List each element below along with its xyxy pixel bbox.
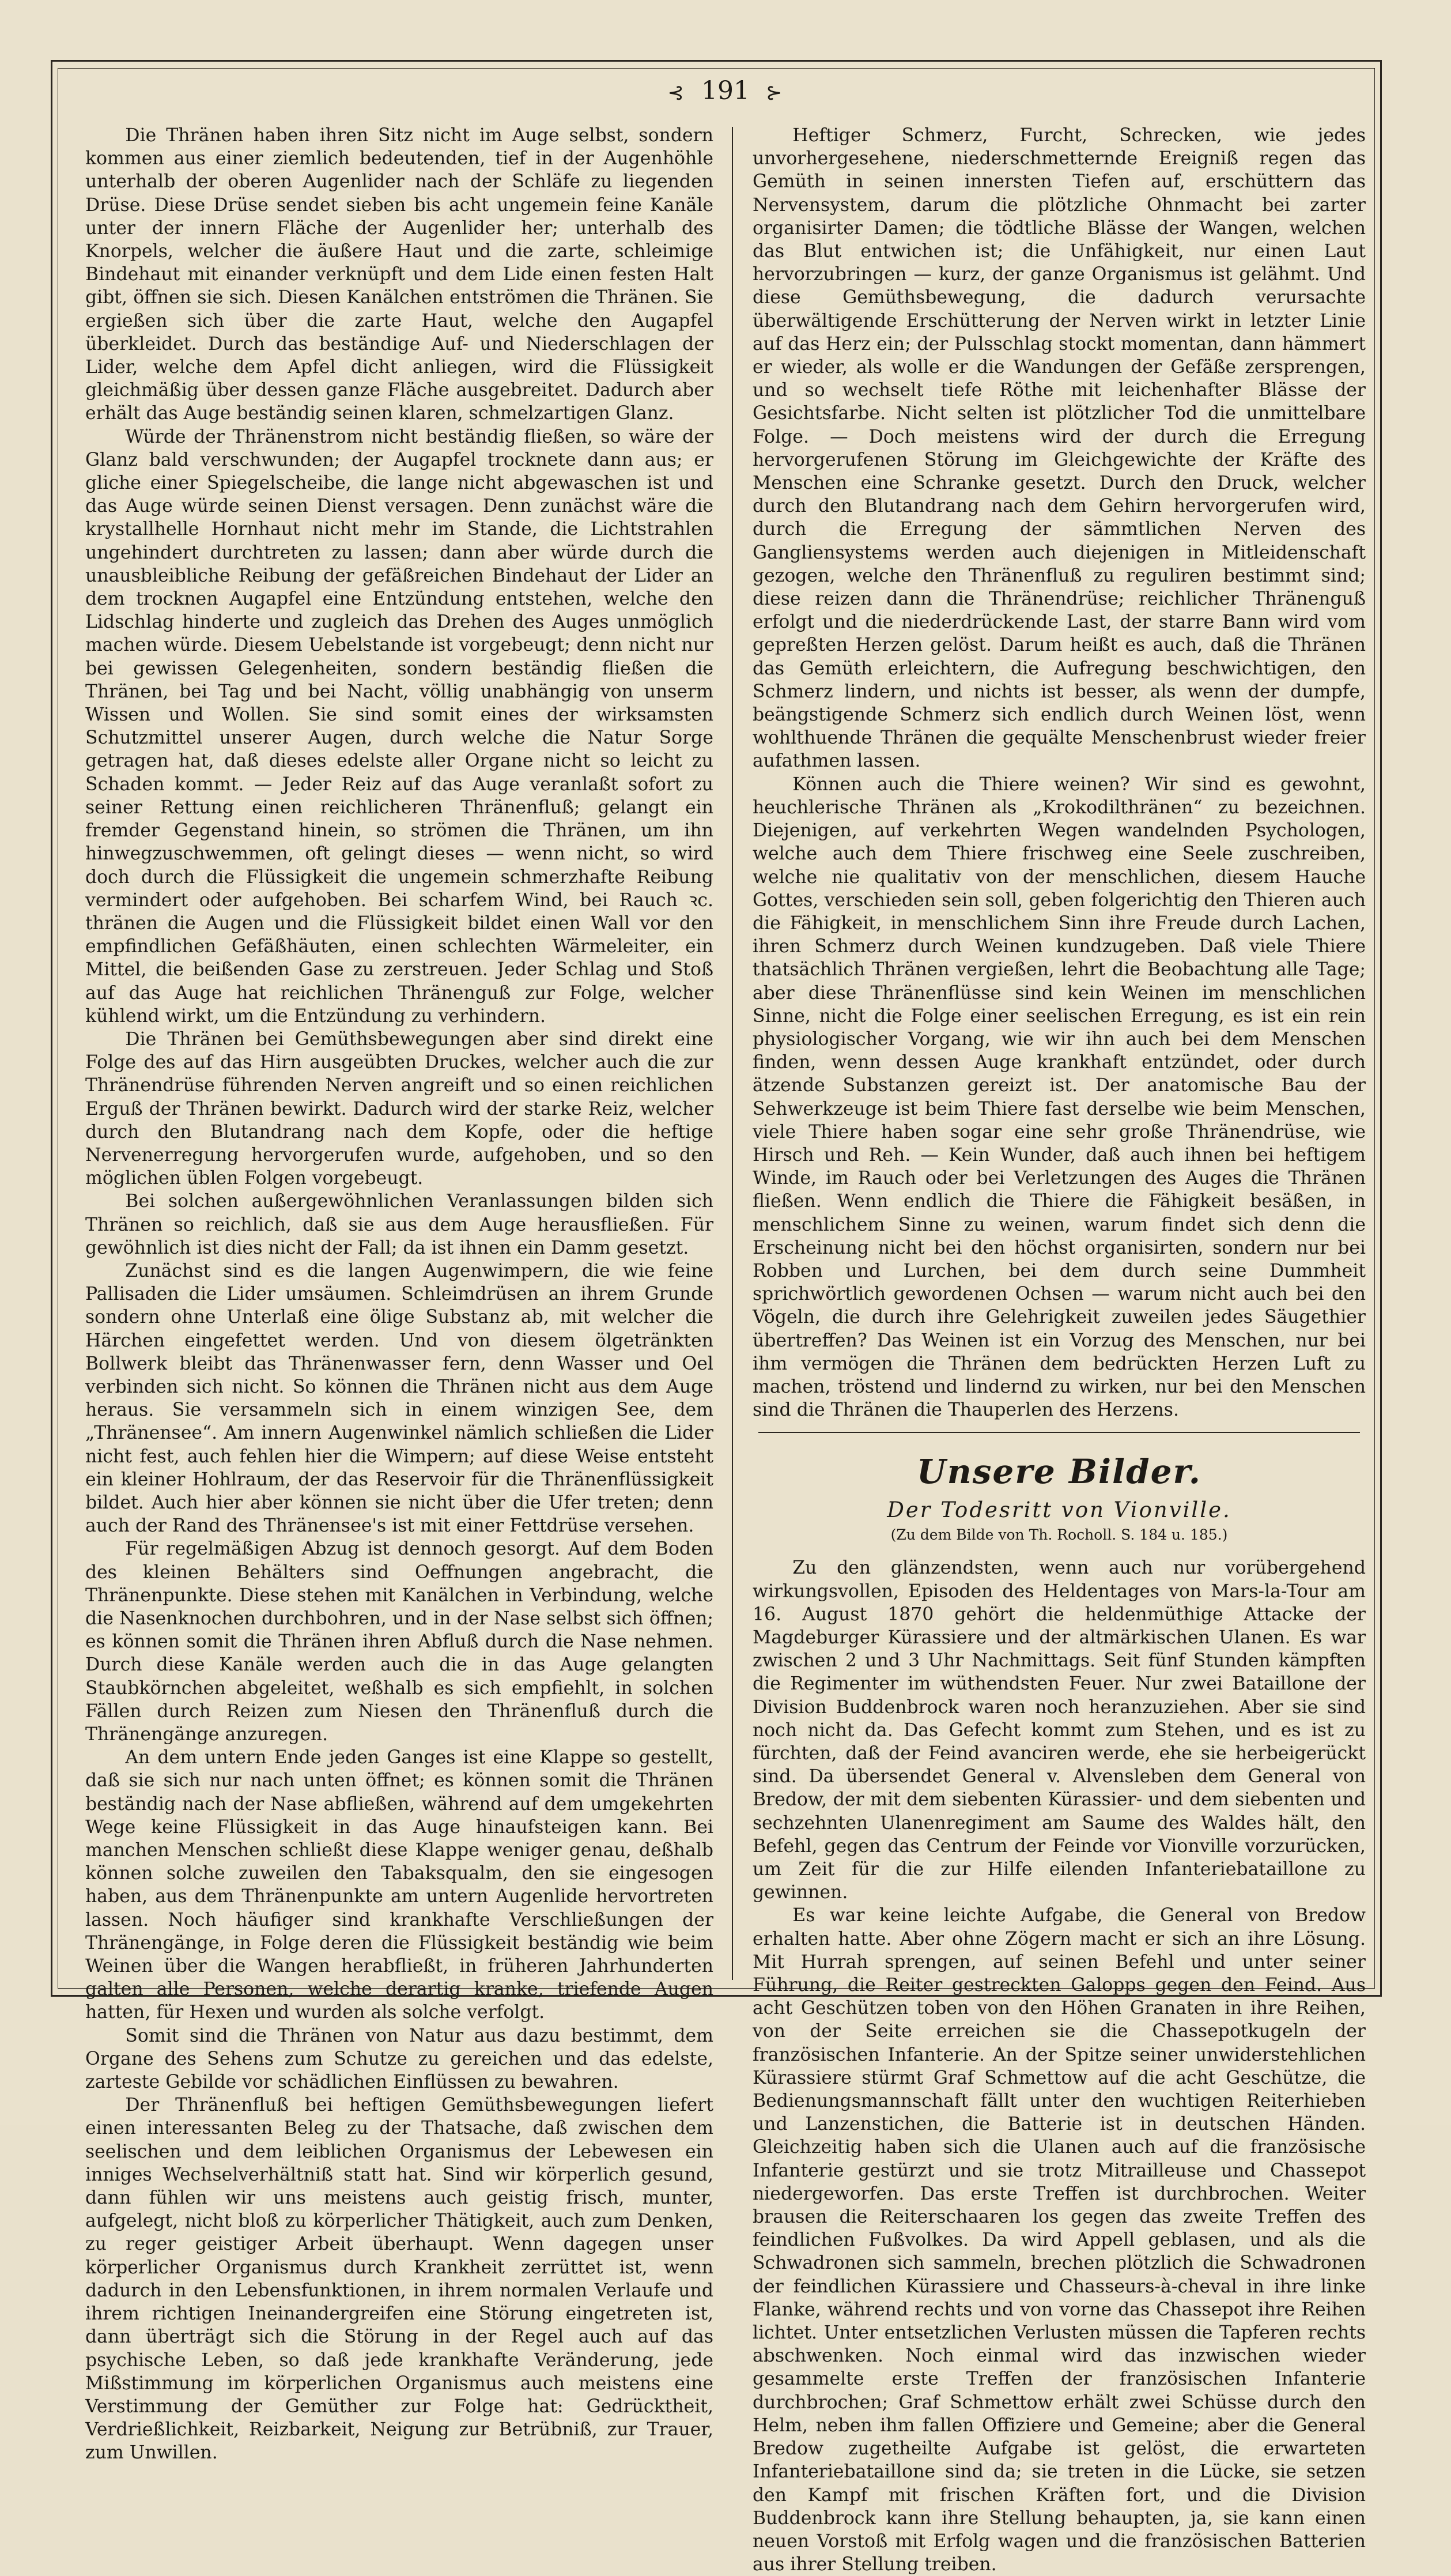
paragraph: Die Thränen bei Gemüthsbewegungen aber sind direkt eine Folge des auf das Hirn ausgeübten Druckes, welcher auch die zur Thränendrüse führenden Nerven angreift und so einen reichlichen Erguß der Thränen bewirkt. Dadurch wird der starke Reiz, welcher durch den Blutandrang nach dem Kopfe, oder die heftige Nervenerregung hervorgerufen wurde, aufgehoben, und so den möglichen üblen Folgen vorgebeugt.	[85, 1028, 713, 1189]
paragraph: Die Thränen haben ihren Sitz nicht im Auge selbst, sondern kommen aus einer ziemlich bedeutenden, tief in der Augenhöhle unterhalb der oberen Augenlider nach der Schläfe zu liegenden Drüse. Diese Drüse sendet sieben bis acht ungemein feine Kanäle unter der innern Fläche der Augenlider her; unterhalb des Knorpels, welcher die äußere Haut und die zarte, schleimige Bindehaut mit einander verknüpft und dem Lide einen festen Halt gibt, öffnen sie sich. Diesen Kanälchen entströmen die Thränen. Sie ergießen sich über die zarte Haut, welche den Augapfel überkleidet. Durch das beständige Auf- und Niederschlagen der Lider, welche dem Apfel dicht anliegen, wird die Flüssigkeit gleichmäßig über dessen ganze Fläche ausgebreitet. Dadurch aber erhält das Auge beständig seinen klaren, schmelzartigen Glanz.	[85, 125, 713, 424]
paragraph: Es war keine leichte Aufgabe, die General von Bredow erhalten hatte. Aber ohne Zögern macht er sich an ihre Lösung. Mit Hurrah sprengen, auf seinen Befehl und unter seiner Führung, die Reiter gestreckten Galopps gegen den Feind. Aus acht Geschützen toben von den Höhen Granaten in ihre Reihen, von der Seite erreichen sie die Chassepotkugeln der französischen Infanterie. An der Spitze seiner unwiderstehlichen Kürassiere stürmt Graf Schmettow auf die acht Geschütze, die Bedienungsmannschaft fällt unter den wuchtigen Reiterhieben und Lanzenstichen, die Batterie ist in deutschen Händen. Gleichzeitig haben sich die Ulanen auch auf die französische Infanterie gestürzt und sie trotz Mitrailleuse und Chassepot niedergeworfen. Das erste Treffen ist durchbrochen. Weiter brausen die Reiterschaaren los gegen das zweite Treffen des feindlichen Fußvolkes. Da wird Appell geblasen, und als die Schwadronen sich sammeln, brechen plötzlich die Schwadronen der feindlichen Kürassiere und Chasseurs-à-cheval in ihre linke Flanke, während rechts und von vorne das Chassepot ihre Reihen lichtet. Unter entsetzlichen Verlusten müssen die Tapferen rechts abschwenken. Noch einmal wird das inzwischen wieder gesammelte erste Treffen der französischen Infanterie durchbrochen; Graf Schmettow erhält zwei Schüsse durch den Helm, neben ihm fallen Offiziere und Gemeine; aber die General Bredow zugetheilte Aufgabe ist gelöst, die erwarteten Infanteriebataillone sind da; sie treten in die Lücke, sie setzen den Kampf mit frischen Kräften fort, und die Division Buddenbrock kann ihre Stellung behaupten, ja, sie kann einen neuen Vorstoß mit Erfolg wagen und die französischen Batterien aus ihrer Stellung treiben.	[753, 1905, 1366, 2575]
paragraph: Können auch die Thiere weinen? Wir sind es gewohnt, heuchlerische Thränen als „Krokodilthränen“ zu bezeichnen. Diejenigen, auf verkehrten Wegen wandelnden Psychologen, welche auch dem Thiere frischweg eine Seele zuschreiben, welche nie qualitativ von der menschlichen, diesem Hauche Gottes, verschieden sein soll, geben folgerichtig den Thieren auch die Fähigkeit, in menschlichem Sinn ihre Freude durch Lachen, ihren Schmerz durch Weinen kundzugeben. Daß viele Thiere thatsächlich Thränen vergießen, lehrt die Beobachtung alle Tage; aber diese Thränenflüsse sind kein Weinen im menschlichen Sinne, nicht die Folge einer seelischen Erregung, es ist ein rein physiologischer Vorgang, wie wir ihn auch bei dem Menschen finden, wenn dessen Auge krankhaft entzündet, oder durch ätzende Substanzen gereizt ist. Der anatomische Bau der Sehwerkzeuge ist beim Thiere fast derselbe wie beim Menschen, viele Thiere haben sogar eine sehr große Thränendrüse, wie Hirsch und Reh. — Kein Wunder, daß auch ihnen bei heftigem Winde, im Rauch oder bei Verletzungen des Auges die Thränen fließen. Wenn endlich die Thiere die Fähigkeit besäßen, in menschlichem Sinne zu weinen, warum findet sich denn die Erscheinung nicht bei den höchst organisirten, sondern nur bei Robben und Lurchen, bei dem durch seine Dummheit sprichwörtlich gewordenen Ochsen — warum nicht auch bei den Vögeln, die durch ihre Gelehrigkeit zuweilen jedes Säugethier übertreffen? Das Weinen ist ein Vorzug des Menschen, nur bei ihm vermögen die Thränen dem bedrückten Herzen Luft zu machen, tröstend und lindernd zu wirken, nur bei den Menschen sind die Thränen die Thauperlen des Herzens.	[753, 774, 1366, 1421]
left-column	[85, 124, 713, 2464]
paragraph: Würde der Thränenstrom nicht beständig fließen, so wäre der Glanz bald verschwunden; der Augapfel trocknete dann aus; er gliche einer Spiegelscheibe, die lange nicht abgewaschen ist und das Auge würde seinen Dienst versagen. Denn zunächst wäre die krystallhelle Hornhaut nicht mehr im Stande, die Lichtstrahlen ungehindert durchtreten zu lassen; dann aber würde durch die unausbleibliche Reibung der gefäßreichen Bindehaut der Lider an dem trocknen Augapfel eine Entzündung entstehen, welche den Lidschlag hinderte und zugleich das Drehen des Auges unmöglich machen würde. Diesem Uebelstande ist vorgebeugt; denn nicht nur bei gewissen Gelegenheiten, sondern beständig fließen die Thränen, bei Tag und bei Nacht, völlig unabhängig von unserm Wissen und Wollen. Sie sind somit eines der wirksamsten Schutzmittel unserer Augen, durch welche die Natur Sorge getragen hat, daß dieses edelste aller Organe nicht so leicht zu Schaden kommt. — Jeder Reiz auf das Auge veranlaßt sofort zu seiner Rettung einen reichlicheren Thränenfluß; gelangt ein fremder Gegenstand hinein, so strömen die Thränen, um ihn hinwegzuschwemmen, oft gelingt dieses — wenn nicht, so wird doch durch die Flüssigkeit die ungemein schmerzhafte Reibung vermindert oder aufgehoben. Bei scharfem Wind, bei Rauch ꝛc. thränen die Augen und die Flüssigkeit bildet einen Wall vor den empfindlichen Gefäßhäuten, einen schlechten Wärmeleiter, ein Mittel, die beißenden Gase zu zerstreuen. Jeder Schlag und Stoß auf das Auge hat reichlichen Thränenguß zur Folge, welcher kühlend wirkt, um die Entzündung zu verhindern.	[85, 426, 713, 1027]
paragraph: Somit sind die Thränen von Natur aus dazu bestimmt, dem Organe des Sehens zum Schutze zu gereichen und das edelste, zarteste Gebilde vor schädlichen Einflüssen zu bewahren.	[85, 2025, 713, 2093]
paragraph: Heftiger Schmerz, Furcht, Schrecken, wie jedes unvorhergesehene, niederschmetternde Ereigniß regen das Gemüth in seinen innersten Tiefen auf, erschüttern das Nervensystem, darum die plötzliche Ohnmacht bei zarter organisirter Damen; die tödtliche Blässe der Wangen, welchen das Blut entwichen ist; die Unfähigkeit, nur einen Laut hervorzubringen — kurz, der ganze Organismus ist gelähmt. Und diese Gemüthsbewegung, die dadurch verursachte überwältigende Erschütterung der Nerven wirkt in letzter Linie auf das Herz ein; der Pulsschlag stockt momentan, dann hämmert er wieder, als wolle er die Wandungen der Gefäße zersprengen, und so wechselt tiefe Röthe mit leichenhafter Blässe der Gesichtsfarbe. Nicht selten ist plötzlicher Tod die unmittelbare Folge. — Doch meistens wird der durch die Erregung hervorgerufenen Störung im Gleichgewichte der Kräfte des Menschen eine Schranke gesetzt. Durch den Druck, welcher durch den Blutandrang nach dem Gehirn hervorgerufen wird, durch die Erregung der sämmtlichen Nerven des Gangliensystems werden auch diejenigen in Mitleidenschaft gezogen, welche den Thränenfluß zu reguliren bestimmt sind; diese reizen dann die Thränendrüse; reichlicher Thränenguß erfolgt und die niederdrückende Last, der starre Bann wird vom gepreßten Herzen gelöst. Darum heißt es auch, daß die Thränen das Gemüth erleichtern, die Aufregung beschwichtigen, den Schmerz lindern, und nichts ist besser, als wenn der dumpfe, beängstigende Schmerz sich endlich durch Weinen löst, wenn wohlthuende Thränen die gequälte Menschenbrust wieder freier aufathmen lassen.	[753, 125, 1366, 772]
paragraph: Bei solchen außergewöhnlichen Veranlassungen bilden sich Thränen so reichlich, daß sie aus dem Auge herausfließen. Für gewöhnlich ist dies nicht der Fall; da ist ihnen ein Damm gesetzt.	[85, 1191, 713, 1258]
section-title: Unsere Bilder.	[917, 1452, 1201, 1492]
right-column	[753, 124, 1366, 2575]
section-rule	[758, 1432, 1360, 1433]
ornament-left: ⊰	[667, 81, 685, 104]
page-header	[0, 74, 1451, 108]
paragraph: An dem untern Ende jeden Ganges ist eine Klappe so gestellt, daß sie sich nur nach unten öffnet; es können somit die Thränen beständig nach der Nase abfließen, während auf dem umgekehrten Wege keine Flüssigkeit in das Auge hinaufsteigen kann. Bei manchen Menschen schließt diese Klappe weniger genau, deßhalb können solche zuweilen den Tabaksqualm, den sie eingesogen haben, aus dem Thränenpunkte am untern Augenlide hervortreten lassen. Noch häufiger sind krankhafte Verschließungen der Thränengänge, in Folge deren die Flüssigkeit beständig wie beim Weinen über die Wangen herabfließt, in früheren Jahrhunderten galten alle Personen, welche derartig kranke, triefende Augen hatten, für Hexen und wurden als solche verfolgt.	[85, 1747, 713, 2023]
article-title: Der Todesritt von Vionville.	[887, 1498, 1231, 1523]
column-divider	[732, 127, 733, 1980]
page-number: 191	[701, 76, 750, 105]
ornament-right: ⊱	[765, 81, 784, 104]
paragraph: Für regelmäßigen Abzug ist dennoch gesorgt. Auf dem Boden des kleinen Behälters sind Oeffnungen angebracht, die Thränenpunkte. Diese stehen mit Kanälchen in Verbindung, welche die Nasenknochen durchbohren, und in der Nase selbst sich öffnen; es können somit die Thränen ihren Abfluß durch die Nase nehmen. Durch diese Kanäle werden auch die in das Auge gelangten Staubkörnchen abgeleitet, weßhalb es sich empfiehlt, in solchen Fällen durch Reizen zum Niesen den Thränenfluß durch die Thränengänge anzuregen.	[85, 1538, 713, 1745]
article-note: (Zu dem Bilde von Th. Rocholl. S. 184 u. 185.)	[890, 1526, 1228, 1544]
paragraph: Zu den glänzendsten, wenn auch nur vorübergehend wirkungsvollen, Episoden des Heldentages von Mars-la-Tour am 16. August 1870 gehört die heldenmüthige Attacke der Magdeburger Kürassiere und der altmärkischen Ulanen. Es war zwischen 2 und 3 Uhr Nachmittags. Seit fünf Stunden kämpften die Regimenter im wüthendsten Feuer. Nur zwei Bataillone der Division Buddenbrock waren noch heranzuziehen. Aber sie sind noch nicht da. Das Gefecht kommt zum Stehen, und es ist zu fürchten, daß der Feind avanciren werde, ehe sie herbeigerückt sind. Da übersendet General v. Alvensleben dem General von Bredow, der mit dem siebenten Kürassier- und dem siebenten und sechzehnten Ulanenregiment am Saume des Waldes hält, den Befehl, gegen das Centrum der Feinde vor Vionville vorzurücken, um Zeit für die zur Hilfe eilenden Infanteriebataillone zu gewinnen.	[753, 1557, 1366, 1903]
paragraph: Der Thränenfluß bei heftigen Gemüthsbewegungen liefert einen interessanten Beleg zu der Thatsache, daß zwischen dem seelischen und dem leiblichen Organismus der Lebewesen ein inniges Wechselverhältniß statt hat. Sind wir körperlich gesund, dann fühlen wir uns meistens auch geistig frisch, munter, aufgelegt, nicht bloß zu körperlicher Thätigkeit, auch zum Denken, zu reger geistiger Arbeit überhaupt. Wenn dagegen unser körperlicher Organismus durch Krankheit zerrüttet ist, wenn dadurch in den Lebensfunktionen, in ihrem normalen Verlaufe und ihrem richtigen Ineinandergreifen eine Störung eingetreten ist, dann überträgt sich die Störung in der Regel auch auf das psychische Leben, so daß jede krankhafte Veränderung, jede Mißstimmung im körperlichen Organismus auch meistens eine Verstimmung der Gemüther zur Folge hat: Gedrücktheit, Verdrießlichkeit, Reizbarkeit, Neigung zur Betrübniß, zur Trauer, zum Unwillen.	[85, 2095, 713, 2464]
paragraph: Zunächst sind es die langen Augenwimpern, die wie feine Pallisaden die Lider umsäumen. Schleimdrüsen an ihrem Grunde sondern ohne Unterlaß eine ölige Substanz ab, mit welcher die Härchen eingefettet werden. Und von diesem ölgetränkten Bollwerk bleibt das Thränenwasser fern, denn Wasser und Oel verbinden sich nicht. So können die Thränen nicht aus dem Auge heraus. Sie versammeln sich in einem winzigen See, dem „Thränensee“. Am innern Augenwinkel nämlich schließen die Lider nicht fest, auch fehlen hier die Wimpern; auf diese Weise entsteht ein kleiner Hohlraum, der das Reservoir für die Thränenflüssigkeit bildet. Auch hier aber können sie nicht über die Ufer treten; denn auch der Rand des Thränensee's ist mit einer Fettdrüse versehen.	[85, 1260, 713, 1537]
